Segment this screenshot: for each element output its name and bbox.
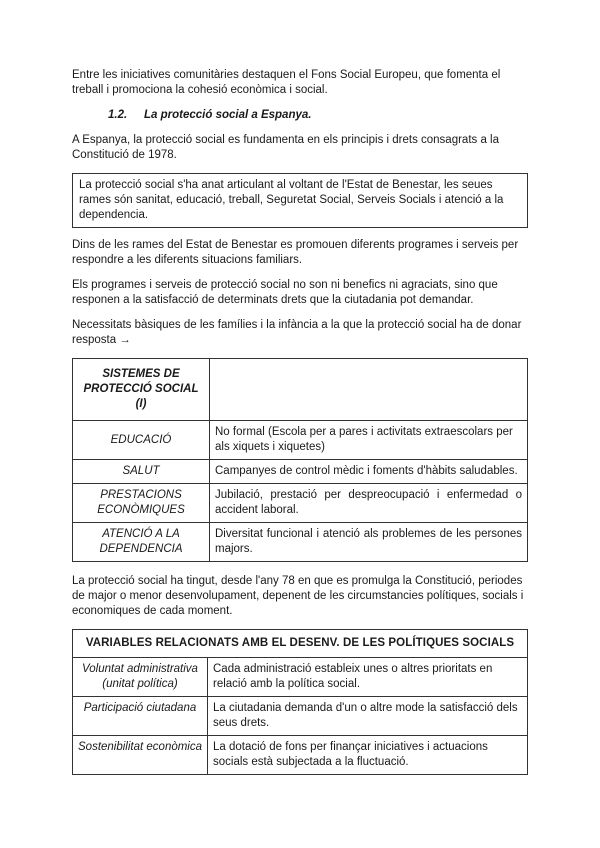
table-row — [73, 421, 528, 460]
row-label: PRESTACIONS ECONÒMIQUES — [73, 484, 210, 523]
row-text: Campanyes de control mèdic i foments d'hàbits saludables. — [210, 460, 528, 484]
paragraph-development: La protecció social ha tingut, desde l'any 78 en que es promulga la Constitució, periodes de major o menor desenvolupament, depenent de les circumstancies polítiques, socials i economiques de cada moment. — [72, 575, 524, 617]
table-row — [73, 736, 528, 775]
intro-paragraph: Entre les iniciatives comunitàries destaquen el Fons Social Europeu, que fomenta el treball i promociona la cohesió econòmica i social. — [72, 69, 501, 96]
row-label: Sostenibilitat econòmica — [73, 736, 208, 775]
row-text: Jubilació, prestació per despreocupació i enfermedad o accident laboral. — [210, 484, 528, 523]
table-header-row — [73, 359, 528, 421]
table-header: SISTEMES DE PROTECCIÓ SOCIAL (I) — [73, 359, 210, 421]
row-text: No formal (Escola per a pares i activitats extraescolars per als xiquets i xiquetes) — [210, 421, 528, 460]
table-row — [73, 523, 528, 562]
row-label: ATENCIÓ A LA DEPENDENCIA — [73, 523, 210, 562]
table-header: VARIABLES RELACIONATS AMB EL DESENV. DE LES POLÍTIQUES SOCIALS — [73, 630, 528, 658]
highlight-box: La protecció social s'ha anat articulant al voltant de l'Estat de Benestar, les seues rames són sanitat, educació, treball, Seguretat Social, Serveis Socials i atenció a la dependencia. — [72, 173, 528, 228]
paragraph-rights: Els programes i serveis de protecció social no son ni benefics ni agraciats, sino que responen a la satisfacció de determinats drets que la ciutadania pot demandar. — [72, 279, 498, 306]
table-row — [73, 484, 528, 523]
row-label: Voluntat administrativa (unitat política) — [73, 658, 208, 697]
paragraph-constitution: A Espanya, la protecció social es fundamenta en els principis i drets consagrats a la Constitució de 1978. — [72, 134, 500, 161]
table-header-row — [73, 630, 528, 658]
section-title: La protecció social a Espanya. — [144, 109, 312, 121]
section-number: 1.2. — [108, 109, 128, 121]
row-label: EDUCACIÓ — [73, 421, 210, 460]
paragraph-welfare-branches: Dins de les rames del Estat de Benestar es promouen diferents programes i serveis per respondre a les diferents situacions familiars. — [72, 239, 519, 266]
row-label: Participació ciutadana — [73, 697, 208, 736]
paragraph-basic-needs: Necessitats bàsiques de les famílies i la infància a la que la protecció social ha de donar resposta → — [72, 319, 522, 346]
row-text: La ciutadania demanda d'un o altre mode la satisfacció dels seus drets. — [208, 697, 528, 736]
protection-systems-table — [72, 358, 528, 562]
table-row — [73, 460, 528, 484]
row-text: Cada administració estableix unes o altres prioritats en relació amb la política social. — [208, 658, 528, 697]
section-heading — [72, 108, 528, 123]
row-text: Diversitat funcional i atenció als problemes de les persones majors. — [210, 523, 528, 562]
table-header-empty — [210, 359, 528, 421]
variables-table — [72, 629, 528, 775]
row-label: SALUT — [73, 460, 210, 484]
table-row — [73, 697, 528, 736]
row-text: La dotació de fons per finançar iniciatives i actuacions socials està subjectada a la fluctuació. — [208, 736, 528, 775]
table-row — [73, 658, 528, 697]
document-page — [72, 68, 528, 775]
